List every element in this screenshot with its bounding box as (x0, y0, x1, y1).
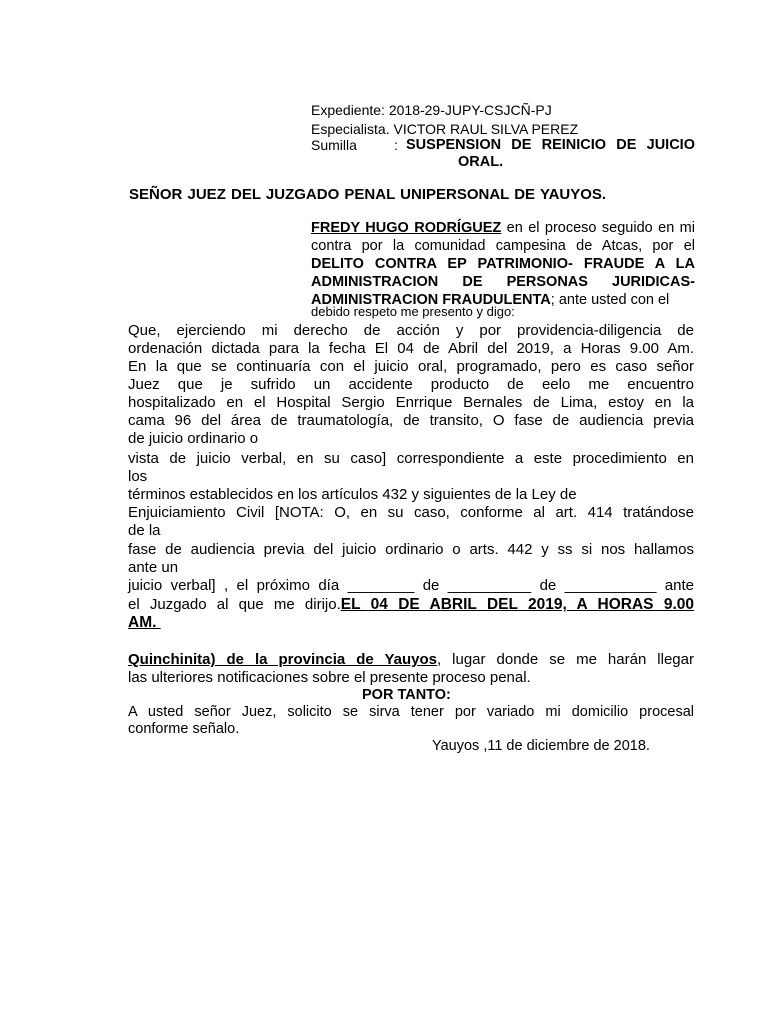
hearing-date-bold: EL 04 DE ABRIL DEL 2019, A HORAS 9.00 (340, 596, 694, 613)
body-line: Juez que je sufrido un accidente producto de eelo me encuentro (128, 376, 694, 393)
sumilla-label: Sumilla (311, 137, 357, 153)
body-line: hospitalizado en el Hospital Sergio Enrrique Bernales de Lima, estoy en la (128, 394, 694, 411)
sumilla-colon: : (394, 137, 398, 153)
body-line: los (128, 468, 148, 485)
intro-paragraph (311, 219, 695, 309)
signature-date: Yauyos ,11 de diciembre de 2018. (432, 738, 650, 754)
por-tanto-heading: POR TANTO: (362, 687, 451, 703)
intro-text-3: debido respeto me presento y digo: (311, 304, 515, 319)
body-line: de juicio ordinario o (128, 430, 259, 447)
petitioner-name: FREDY HUGO RODRÍGUEZ (311, 220, 502, 236)
body-line: Enjuiciamiento Civil [NOTA: O, en su caso, conforme al art. 414 tratándose (128, 504, 694, 521)
body-line: ante un (128, 559, 179, 576)
domicile-location: Quinchinita) de la provincia de Yauyos (128, 651, 437, 668)
body-line: ordenación dictada para la fecha El 04 de Abril del 2019, a Horas 9.00 Am. (128, 340, 694, 357)
intro-text-1: en el proceso seguido en mi contra por la comunidad campesina de Atcas, por el (311, 220, 695, 254)
sumilla-title-line1: SUSPENSION DE REINICIO DE JUICIO (406, 137, 695, 153)
body-line: vista de juicio verbal, en su caso] correspondiente a este procedimiento en (128, 450, 694, 467)
body-line: términos establecidos en los artículos 432 y siguientes de la Ley de (128, 486, 577, 503)
body-line: fase de audiencia previa del juicio ordinario o arts. 442 y ss si nos hallamos (128, 541, 694, 558)
body-line: En la que se continuaría con el juicio oral, programado, pero es caso señor (128, 358, 694, 375)
hearing-date-bold-2: AM. (128, 614, 161, 631)
domicile-rest: , lugar donde se me harán llegar (436, 651, 694, 668)
body-line: de la (128, 522, 161, 539)
hearing-date-prefix: el Juzgado al que me dirijo. (128, 596, 341, 613)
request-line-2: conforme señalo. (128, 721, 240, 737)
especialista-line: Especialista. VICTOR RAUL SILVA PEREZ (311, 121, 579, 137)
body-line: Que, ejerciendo mi derecho de acción y por providencia-diligencia de (128, 322, 694, 339)
expediente-line: Expediente: 2018-29-JUPY-CSJCÑ-PJ (311, 102, 552, 118)
hearing-date-line (128, 596, 694, 614)
intro-text-2: ; ante usted con el (550, 292, 670, 308)
sumilla-title-line2: ORAL. (458, 154, 504, 170)
crime-description: DELITO CONTRA EP PATRIMONIO- FRAUDE A LA ADMINISTRACION DE PERSONAS JURIDICAS- ADMINISTRACION FRAUDULENTA (311, 256, 695, 308)
request-line: A usted señor Juez, solicito se sirva tener por variado mi domicilio procesal (128, 704, 694, 720)
domicile-line (128, 651, 694, 669)
addressee-heading: SEÑOR JUEZ DEL JUZGADO PENAL UNIPERSONAL DE YAUYOS. (129, 186, 607, 203)
body-line: juicio verbal] , el próximo día ________ de __________ de ___________ ante (128, 577, 694, 594)
domicile-line-2: las ulteriores notificaciones sobre el presente proceso penal. (128, 669, 531, 686)
body-line: cama 96 del área de traumatología, de transito, O fase de audiencia previa (128, 412, 694, 429)
